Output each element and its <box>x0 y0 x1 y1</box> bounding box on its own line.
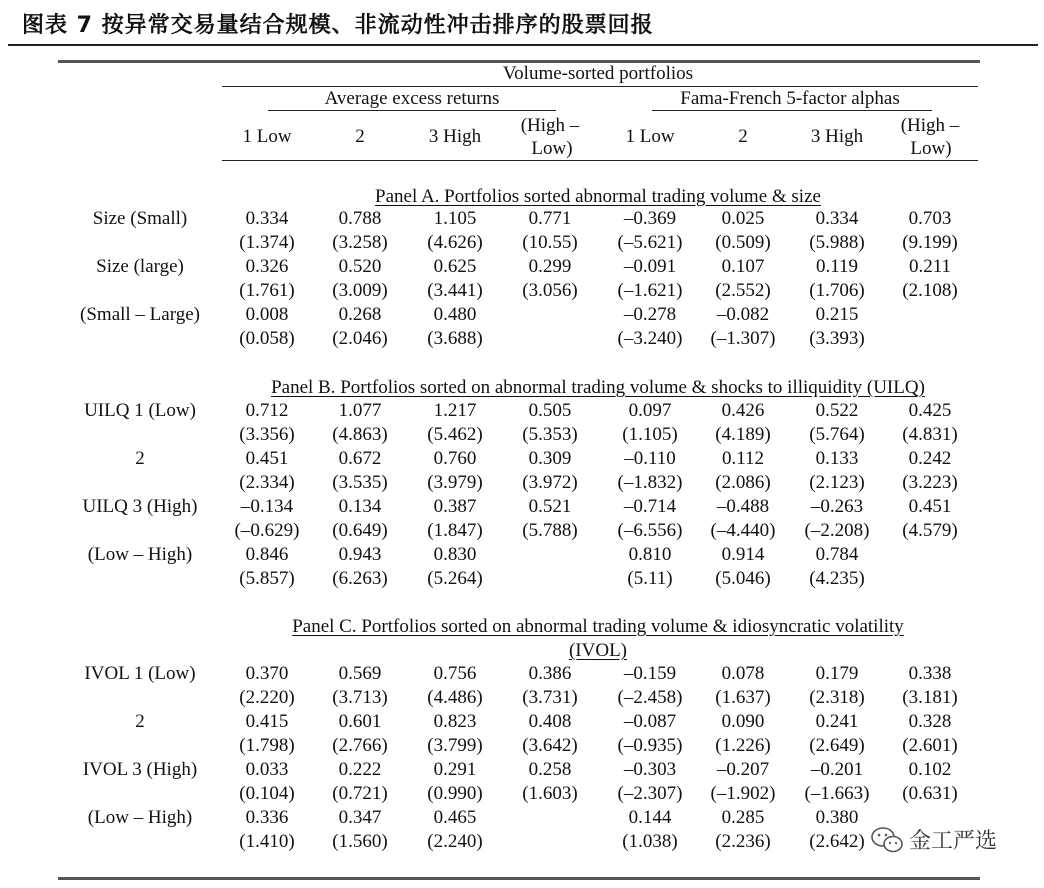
returns-group-rule <box>268 110 556 111</box>
estimate-cell: 0.830 <box>433 544 477 565</box>
t-stat-cell: (3.223) <box>902 472 958 493</box>
col-header-alpha-2: 2 <box>738 126 748 147</box>
t-stat-cell: (3.972) <box>522 472 578 493</box>
t-stat-cell: (0.990) <box>427 783 483 804</box>
estimate-cell: 0.810 <box>628 544 672 565</box>
panel-c-title: Panel C. Portfolios sorted on abnormal trading volume & idiosyncratic volatility <box>292 616 904 637</box>
estimate-cell: 0.033 <box>245 759 289 780</box>
estimate-cell: –0.159 <box>623 663 677 684</box>
col-header-alpha-diff-1: (High – <box>900 115 960 136</box>
panel-b-row-label: 2 <box>135 448 145 469</box>
t-stat-cell: (2.108) <box>902 280 958 301</box>
t-stat-cell: (1.603) <box>522 783 578 804</box>
t-stat-cell: (3.393) <box>809 328 865 349</box>
estimate-cell: –0.488 <box>716 496 770 517</box>
t-stat-cell: (1.410) <box>239 831 295 852</box>
t-stat-cell: (–6.556) <box>617 520 683 541</box>
panel-c-row-label: IVOL 1 (Low) <box>84 663 196 684</box>
header-bottom-rule <box>222 160 978 161</box>
t-stat-cell: (2.240) <box>427 831 483 852</box>
t-stat-cell: (3.056) <box>522 280 578 301</box>
estimate-cell: 0.291 <box>433 759 477 780</box>
t-stat-cell: (2.220) <box>239 687 295 708</box>
panel-b-row-label: UILQ 1 (Low) <box>84 400 196 421</box>
t-stat-cell: (1.226) <box>715 735 771 756</box>
t-stat-cell: (2.601) <box>902 735 958 756</box>
estimate-cell: 0.386 <box>528 663 572 684</box>
estimate-cell: 0.522 <box>815 400 859 421</box>
estimate-cell: 1.077 <box>338 400 382 421</box>
col-header-ret-low: 1 Low <box>242 126 292 147</box>
t-stat-cell: (4.863) <box>332 424 388 445</box>
estimate-cell: 1.217 <box>433 400 477 421</box>
estimate-cell: –0.134 <box>240 496 294 517</box>
t-stat-cell: (3.713) <box>332 687 388 708</box>
t-stat-cell: (–4.440) <box>710 520 776 541</box>
estimate-cell: 0.347 <box>338 807 382 828</box>
t-stat-cell: (2.123) <box>809 472 865 493</box>
t-stat-cell: (2.642) <box>809 831 865 852</box>
estimate-cell: 0.756 <box>433 663 477 684</box>
estimate-cell: –0.110 <box>624 448 676 469</box>
estimate-cell: 0.334 <box>245 208 289 229</box>
t-stat-cell: (5.046) <box>715 568 771 589</box>
table-bottom-rule <box>58 877 980 880</box>
t-stat-cell: (5.462) <box>427 424 483 445</box>
t-stat-cell: (5.764) <box>809 424 865 445</box>
estimate-cell: –0.207 <box>716 759 770 780</box>
alphas-group-rule <box>652 110 932 111</box>
estimate-cell: –0.369 <box>623 208 677 229</box>
t-stat-cell: (2.086) <box>715 472 771 493</box>
t-stat-cell: (–2.307) <box>617 783 683 804</box>
estimate-cell: 0.112 <box>721 448 765 469</box>
estimate-cell: 0.222 <box>338 759 382 780</box>
estimate-cell: 0.144 <box>628 807 672 828</box>
panel-c-row-label: (Low – High) <box>87 807 193 828</box>
t-stat-cell: (4.579) <box>902 520 958 541</box>
t-stat-cell: (3.441) <box>427 280 483 301</box>
estimate-cell: 0.078 <box>721 663 765 684</box>
estimate-cell: 0.480 <box>433 304 477 325</box>
watermark <box>865 822 1001 857</box>
col-header-ret-high: 3 High <box>428 126 482 147</box>
estimate-cell: 1.105 <box>433 208 477 229</box>
estimate-cell: 0.451 <box>908 496 952 517</box>
t-stat-cell: (4.486) <box>427 687 483 708</box>
t-stat-cell: (0.631) <box>902 783 958 804</box>
estimate-cell: 0.703 <box>908 208 952 229</box>
estimate-cell: 0.102 <box>908 759 952 780</box>
estimate-cell: 0.285 <box>721 807 765 828</box>
group-header-returns: Average excess returns <box>324 88 500 109</box>
estimate-cell: 0.241 <box>815 711 859 732</box>
col-header-ret-diff-2: Low) <box>531 138 573 159</box>
estimate-cell: 0.521 <box>528 496 572 517</box>
estimate-cell: 0.465 <box>433 807 477 828</box>
t-stat-cell: (0.509) <box>715 232 771 253</box>
t-stat-cell: (3.356) <box>239 424 295 445</box>
estimate-cell: 0.760 <box>433 448 477 469</box>
estimate-cell: 0.336 <box>245 807 289 828</box>
t-stat-cell: (–1.621) <box>617 280 683 301</box>
t-stat-cell: (5.788) <box>522 520 578 541</box>
t-stat-cell: (10.55) <box>522 232 578 253</box>
t-stat-cell: (9.199) <box>902 232 958 253</box>
t-stat-cell: (1.798) <box>239 735 295 756</box>
estimate-cell: 0.380 <box>815 807 859 828</box>
t-stat-cell: (2.649) <box>809 735 865 756</box>
estimate-cell: 0.090 <box>721 711 765 732</box>
estimate-cell: 0.569 <box>338 663 382 684</box>
t-stat-cell: (4.831) <box>902 424 958 445</box>
t-stat-cell: (1.847) <box>427 520 483 541</box>
panel-b-row-label: UILQ 3 (High) <box>82 496 198 517</box>
estimate-cell: 0.107 <box>721 256 765 277</box>
t-stat-cell: (0.058) <box>239 328 295 349</box>
estimate-cell: 0.451 <box>245 448 289 469</box>
t-stat-cell: (3.731) <box>522 687 578 708</box>
estimate-cell: 0.211 <box>908 256 952 277</box>
t-stat-cell: (–5.621) <box>617 232 683 253</box>
wechat-icon <box>869 825 905 855</box>
estimate-cell: 0.823 <box>433 711 477 732</box>
t-stat-cell: (1.105) <box>622 424 678 445</box>
t-stat-cell: (–1.902) <box>710 783 776 804</box>
t-stat-cell: (–2.208) <box>804 520 870 541</box>
t-stat-cell: (1.706) <box>809 280 865 301</box>
estimate-cell: –0.091 <box>623 256 677 277</box>
estimate-cell: 0.008 <box>245 304 289 325</box>
estimate-cell: –0.087 <box>623 711 677 732</box>
estimate-cell: 0.119 <box>815 256 859 277</box>
panel-b-title: Panel B. Portfolios sorted on abnormal trading volume & shocks to illiquidity (UILQ) <box>271 377 925 398</box>
estimate-cell: –0.714 <box>623 496 677 517</box>
t-stat-cell: (2.046) <box>332 328 388 349</box>
estimate-cell: 0.334 <box>815 208 859 229</box>
panel-a-row-label: (Small – Large) <box>80 304 200 325</box>
estimate-cell: –0.303 <box>623 759 677 780</box>
estimate-cell: 0.134 <box>338 496 382 517</box>
t-stat-cell: (–2.458) <box>617 687 683 708</box>
estimate-cell: 0.784 <box>815 544 859 565</box>
col-header-alpha-high: 3 High <box>810 126 864 147</box>
t-stat-cell: (–1.307) <box>710 328 776 349</box>
super-header-rule <box>222 86 978 87</box>
col-header-alpha-low: 1 Low <box>625 126 675 147</box>
t-stat-cell: (3.258) <box>332 232 388 253</box>
estimate-cell: 0.914 <box>721 544 765 565</box>
estimate-cell: –0.082 <box>716 304 770 325</box>
t-stat-cell: (5.11) <box>627 568 673 589</box>
col-header-alpha-diff-2: Low) <box>910 138 952 159</box>
panel-a-row-label: Size (Small) <box>92 208 188 229</box>
estimate-cell: 0.771 <box>528 208 572 229</box>
panel-b-row-label: (Low – High) <box>87 544 193 565</box>
estimate-cell: 0.408 <box>528 711 572 732</box>
estimate-cell: 0.133 <box>815 448 859 469</box>
t-stat-cell: (1.560) <box>332 831 388 852</box>
estimate-cell: –0.263 <box>810 496 864 517</box>
estimate-cell: 0.788 <box>338 208 382 229</box>
t-stat-cell: (5.353) <box>522 424 578 445</box>
t-stat-cell: (5.988) <box>809 232 865 253</box>
estimate-cell: 0.179 <box>815 663 859 684</box>
estimate-cell: 0.601 <box>338 711 382 732</box>
figure-title: 图表 7 按异常交易量结合规模、非流动性冲击排序的股票回报 <box>22 13 654 38</box>
t-stat-cell: (3.181) <box>902 687 958 708</box>
t-stat-cell: (0.649) <box>332 520 388 541</box>
estimate-cell: 0.258 <box>528 759 572 780</box>
t-stat-cell: (5.857) <box>239 568 295 589</box>
estimate-cell: 0.328 <box>908 711 952 732</box>
estimate-cell: 0.387 <box>433 496 477 517</box>
col-header-ret-diff-1: (High – <box>520 115 580 136</box>
t-stat-cell: (5.264) <box>427 568 483 589</box>
estimate-cell: 0.520 <box>338 256 382 277</box>
t-stat-cell: (4.235) <box>809 568 865 589</box>
estimate-cell: 0.299 <box>528 256 572 277</box>
t-stat-cell: (3.688) <box>427 328 483 349</box>
t-stat-cell: (2.236) <box>715 831 771 852</box>
t-stat-cell: (–0.935) <box>617 735 683 756</box>
estimate-cell: 0.425 <box>908 400 952 421</box>
t-stat-cell: (1.374) <box>239 232 295 253</box>
t-stat-cell: (–3.240) <box>617 328 683 349</box>
estimate-cell: 0.672 <box>338 448 382 469</box>
t-stat-cell: (3.799) <box>427 735 483 756</box>
super-header: Volume-sorted portfolios <box>502 63 694 84</box>
t-stat-cell: (2.552) <box>715 280 771 301</box>
estimate-cell: 0.943 <box>338 544 382 565</box>
estimate-cell: 0.370 <box>245 663 289 684</box>
t-stat-cell: (1.761) <box>239 280 295 301</box>
t-stat-cell: (0.104) <box>239 783 295 804</box>
estimate-cell: 0.625 <box>433 256 477 277</box>
t-stat-cell: (2.318) <box>809 687 865 708</box>
t-stat-cell: (2.334) <box>239 472 295 493</box>
estimate-cell: 0.846 <box>245 544 289 565</box>
t-stat-cell: (4.189) <box>715 424 771 445</box>
t-stat-cell: (1.637) <box>715 687 771 708</box>
estimate-cell: 0.309 <box>528 448 572 469</box>
title-rule <box>8 44 1038 46</box>
t-stat-cell: (0.721) <box>332 783 388 804</box>
panel-a-title: Panel A. Portfolios sorted abnormal trading volume & size <box>375 186 821 207</box>
estimate-cell: 0.326 <box>245 256 289 277</box>
col-header-ret-2: 2 <box>355 126 365 147</box>
panel-c-row-label: IVOL 3 (High) <box>82 759 198 780</box>
estimate-cell: 0.712 <box>245 400 289 421</box>
t-stat-cell: (3.979) <box>427 472 483 493</box>
estimate-cell: 0.505 <box>528 400 572 421</box>
panel-c-title-cont: (IVOL) <box>568 640 628 661</box>
estimate-cell: 0.097 <box>628 400 672 421</box>
estimate-cell: 0.415 <box>245 711 289 732</box>
t-stat-cell: (3.642) <box>522 735 578 756</box>
t-stat-cell: (2.766) <box>332 735 388 756</box>
t-stat-cell: (–0.629) <box>234 520 300 541</box>
watermark-text: 金工严选 <box>909 829 998 854</box>
estimate-cell: 0.242 <box>908 448 952 469</box>
t-stat-cell: (3.009) <box>332 280 388 301</box>
estimate-cell: –0.201 <box>810 759 864 780</box>
t-stat-cell: (–1.663) <box>804 783 870 804</box>
estimate-cell: 0.338 <box>908 663 952 684</box>
panel-c-row-label: 2 <box>135 711 145 732</box>
t-stat-cell: (–1.832) <box>617 472 683 493</box>
estimate-cell: –0.278 <box>623 304 677 325</box>
t-stat-cell: (3.535) <box>332 472 388 493</box>
group-header-alphas: Fama-French 5-factor alphas <box>680 88 900 109</box>
estimate-cell: 0.215 <box>815 304 859 325</box>
estimate-cell: 0.268 <box>338 304 382 325</box>
panel-a-row-label: Size (large) <box>96 256 184 277</box>
t-stat-cell: (4.626) <box>427 232 483 253</box>
t-stat-cell: (1.038) <box>622 831 678 852</box>
estimate-cell: 0.426 <box>721 400 765 421</box>
estimate-cell: 0.025 <box>721 208 765 229</box>
t-stat-cell: (6.263) <box>332 568 388 589</box>
